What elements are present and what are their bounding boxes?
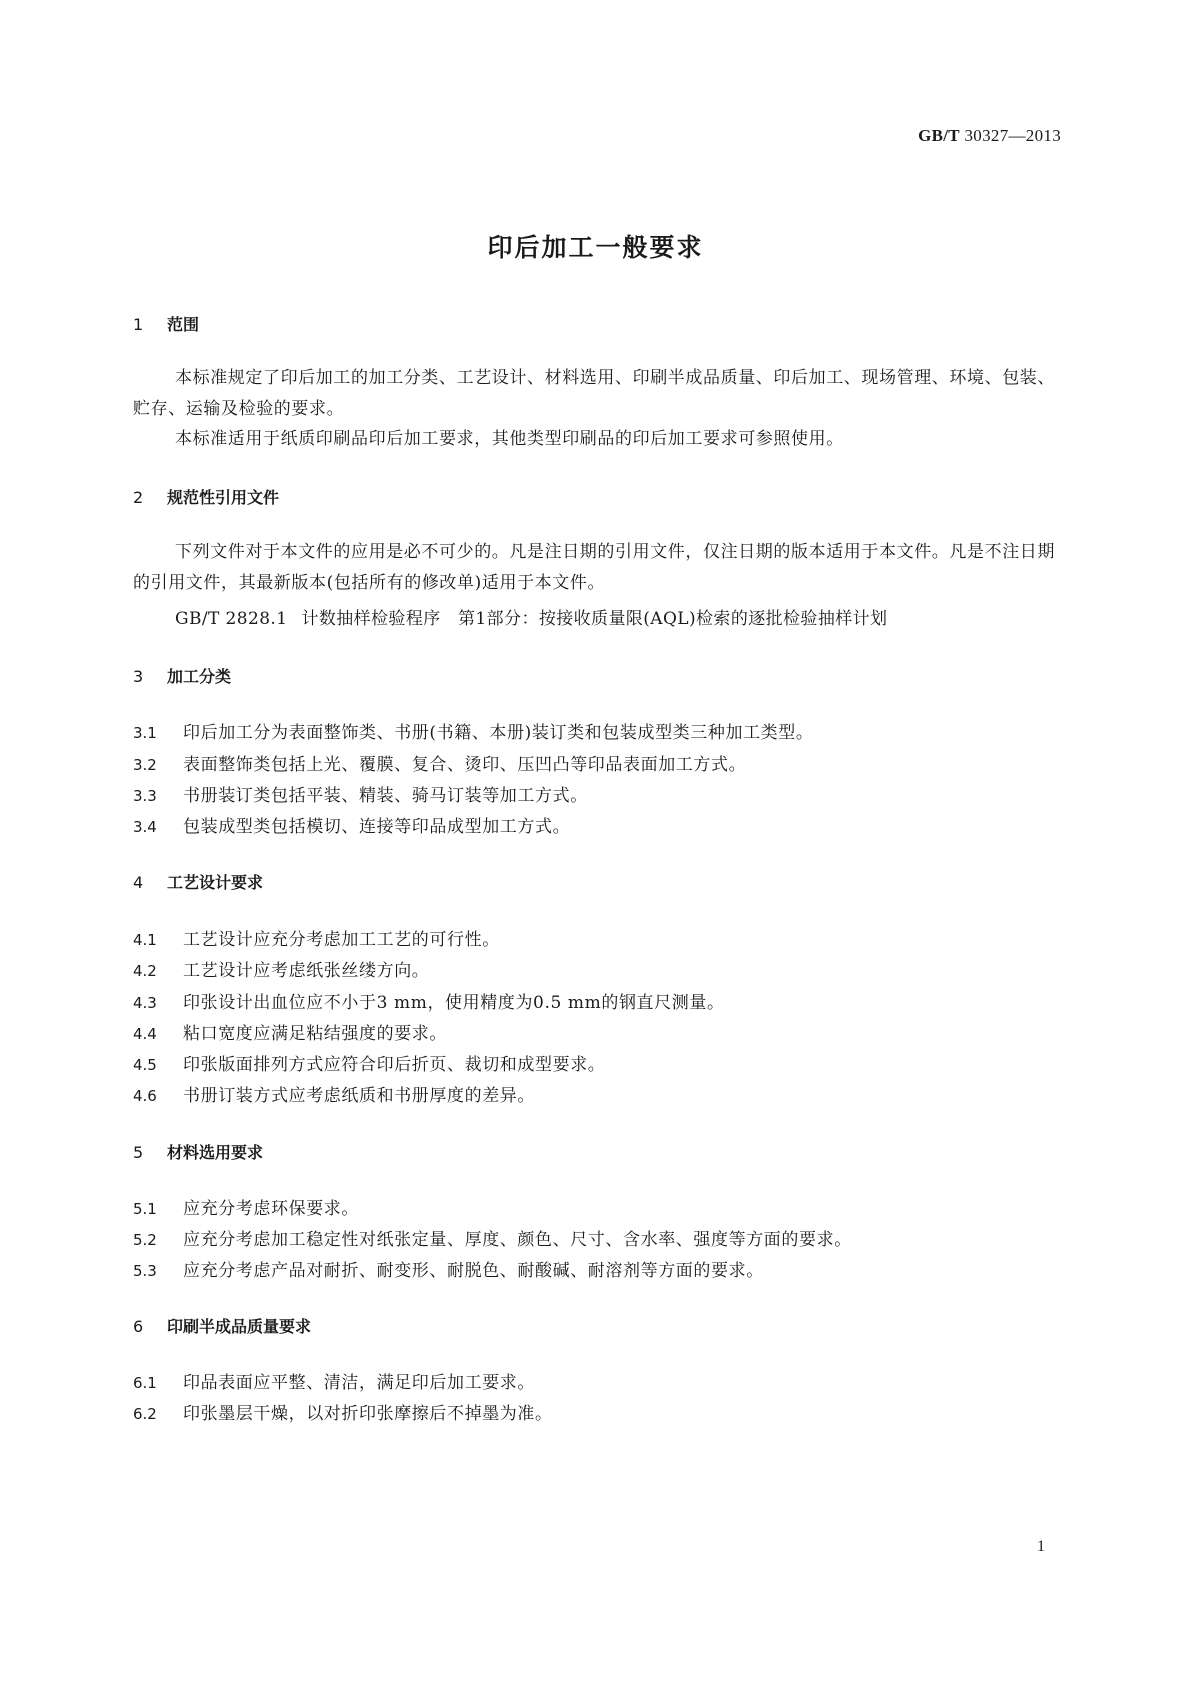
clause-4-3 — [133, 988, 725, 1013]
section-title: 规范性引用文件 — [167, 488, 280, 507]
section-1-paragraph-2 — [133, 424, 1055, 455]
section-title: 范围 — [167, 315, 200, 334]
section-number: 6 — [133, 1317, 144, 1336]
clause-4-6 — [133, 1081, 535, 1106]
clause-text: 工艺设计应考虑纸张丝缕方向。 — [183, 961, 430, 981]
clause-text: 粘口宽度应满足粘结强度的要求。 — [183, 1024, 447, 1044]
clause-6-1 — [133, 1368, 535, 1393]
clause-text: 应充分考虑加工稳定性对纸张定量、厚度、颜色、尺寸、含水率、强度等方面的要求。 — [183, 1230, 852, 1250]
clause-4-2 — [133, 956, 429, 981]
clause-4-4 — [133, 1019, 447, 1044]
clause-text: 印品表面应平整、清洁，满足印后加工要求。 — [183, 1373, 535, 1393]
clause-4-5 — [133, 1050, 605, 1075]
document-title: 印后加工一般要求 — [487, 233, 704, 262]
section-number: 1 — [133, 315, 144, 334]
clause-text: 表面整饰类包括上光、覆膜、复合、烫印、压凹凸等印品表面加工方式。 — [183, 755, 747, 775]
section-heading-5 — [133, 1140, 263, 1163]
clause-3-1 — [133, 718, 813, 743]
clause-text: 印张设计出血位应不小于3 mm，使用精度为0.5 mm的钢直尺测量。 — [183, 993, 725, 1013]
section-title: 加工分类 — [167, 667, 232, 686]
paragraph-text: 本标准规定了印后加工的加工分类、工艺设计、材料选用、印刷半成品质量、印后加工、现场管理、环境、包装、贮存、运输及检验的要求。 — [133, 368, 1055, 419]
section-number: 2 — [133, 488, 144, 507]
clause-3-4 — [133, 812, 570, 837]
section-heading-2 — [133, 485, 279, 508]
clause-text: 包装成型类包括模切、连接等印品成型加工方式。 — [183, 817, 571, 837]
paragraph-text: 下列文件对于本文件的应用是必不可少的。凡是注日期的引用文件，仅注日期的版本适用于本文件。凡是不注日期的引用文件，其最新版本(包括所有的修改单)适用于本文件。 — [133, 542, 1055, 593]
clause-3-2 — [133, 750, 746, 775]
clause-number: 3.2 — [133, 756, 157, 774]
clause-number: 4.6 — [133, 1087, 157, 1105]
clause-5-2 — [133, 1225, 852, 1250]
clause-text: 应充分考虑环保要求。 — [183, 1199, 359, 1219]
clause-text: 书册订装方式应考虑纸质和书册厚度的差异。 — [183, 1086, 535, 1106]
clause-text: 工艺设计应充分考虑加工工艺的可行性。 — [183, 930, 500, 950]
clause-number: 4.2 — [133, 962, 157, 980]
standard-code: GB/T — [918, 126, 960, 145]
clause-number: 3.3 — [133, 787, 157, 805]
clause-number: 4.3 — [133, 994, 157, 1012]
section-number: 5 — [133, 1143, 144, 1162]
clause-number: 3.4 — [133, 818, 157, 836]
clause-3-3 — [133, 781, 588, 806]
section-number: 4 — [133, 873, 144, 892]
clause-number: 6.1 — [133, 1374, 157, 1392]
reference-title: 计数抽样检验程序 第1部分：按接收质量限(AQL)检索的逐批检验抽样计划 — [301, 609, 888, 629]
reference-code: GB/T 2828.1 — [175, 609, 288, 629]
section-title: 工艺设计要求 — [167, 873, 264, 892]
clause-text: 印后加工分为表面整饰类、书册(书籍、本册)装订类和包装成型类三种加工类型。 — [183, 723, 814, 743]
section-heading-4 — [133, 870, 263, 893]
clause-6-2 — [133, 1399, 553, 1424]
section-title: 印刷半成品质量要求 — [167, 1317, 312, 1336]
clause-number: 4.4 — [133, 1025, 157, 1043]
clause-number: 4.1 — [133, 931, 157, 949]
clause-number: 3.1 — [133, 724, 157, 742]
clause-text: 应充分考虑产品对耐折、耐变形、耐脱色、耐酸碱、耐溶剂等方面的要求。 — [183, 1261, 764, 1281]
clause-number: 4.5 — [133, 1056, 157, 1074]
section-number: 3 — [133, 667, 144, 686]
clause-number: 6.2 — [133, 1405, 157, 1423]
clause-text: 印张墨层干燥，以对折印张摩擦后不掉墨为准。 — [183, 1404, 553, 1424]
standard-year: 30327—2013 — [964, 126, 1061, 145]
clause-number: 5.1 — [133, 1200, 157, 1218]
clause-4-1 — [133, 925, 500, 950]
section-1-paragraph-1 — [133, 363, 1055, 425]
normative-reference — [175, 604, 887, 629]
clause-5-1 — [133, 1194, 359, 1219]
clause-5-3 — [133, 1256, 764, 1281]
clause-text: 书册装订类包括平装、精装、骑马订装等加工方式。 — [183, 786, 588, 806]
section-heading-3 — [133, 664, 231, 687]
section-2-paragraph-1 — [133, 537, 1055, 599]
page-number: 1 — [1037, 1538, 1045, 1555]
clause-text: 印张版面排列方式应符合印后折页、裁切和成型要求。 — [183, 1055, 606, 1075]
section-title: 材料选用要求 — [167, 1143, 264, 1162]
clause-number: 5.3 — [133, 1262, 157, 1280]
paragraph-text: 本标准适用于纸质印刷品印后加工要求，其他类型印刷品的印后加工要求可参照使用。 — [175, 429, 844, 449]
standard-number — [918, 126, 1061, 146]
section-heading-1 — [133, 312, 199, 335]
section-heading-6 — [133, 1314, 311, 1337]
clause-number: 5.2 — [133, 1231, 157, 1249]
